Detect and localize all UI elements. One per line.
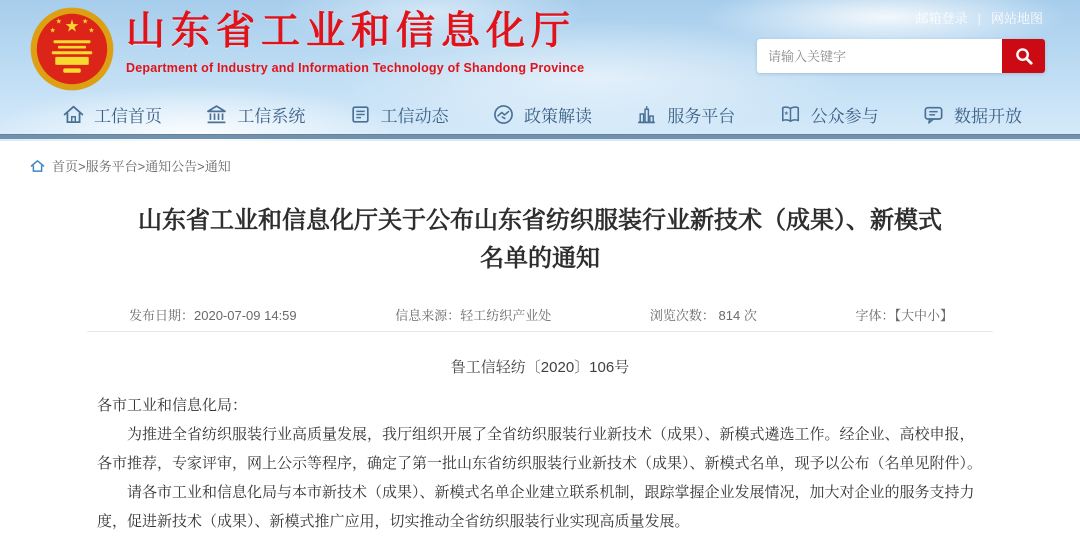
site-header xyxy=(0,0,1080,141)
nav-label: 服务平台 xyxy=(667,107,736,126)
svg-text:★: ★ xyxy=(783,111,789,118)
nav-item-data[interactable] xyxy=(922,102,1022,127)
header-top xyxy=(0,0,1080,93)
svg-text:★: ★ xyxy=(49,27,56,35)
nav-label: 工信首页 xyxy=(94,107,162,126)
header-right xyxy=(757,5,1045,93)
nav-item-policy[interactable] xyxy=(492,102,592,127)
svg-text:★: ★ xyxy=(64,16,80,36)
font-size-label: 字体： xyxy=(855,308,895,323)
news-icon xyxy=(349,103,372,126)
site-title: 山东省工业和信息化厅 xyxy=(126,10,577,53)
nav-divider-strip xyxy=(0,134,1080,139)
svg-text:★: ★ xyxy=(88,27,95,35)
chart-icon xyxy=(635,103,658,126)
link-separator: | xyxy=(977,11,981,26)
nav-item-home[interactable] xyxy=(62,102,162,127)
mail-login-link[interactable]: 邮箱登录 xyxy=(915,11,968,26)
article-meta-row xyxy=(87,298,993,332)
nav-item-participation[interactable] xyxy=(779,102,879,127)
article-title: 山东省工业和信息化厅关于公布山东省纺织服装行业新技术（成果）、新模式名单的通知 xyxy=(138,207,942,272)
font-size-control xyxy=(855,305,953,324)
view-count: 浏览次数： 814 次 xyxy=(649,308,757,323)
nav-label: 工信动态 xyxy=(380,107,449,126)
nav-item-news[interactable] xyxy=(349,102,449,127)
breadcrumb-trail[interactable]: 首页>服务平台>通知公告>通知 xyxy=(52,159,231,174)
nav-label: 数据开放 xyxy=(953,107,1022,126)
search-bar xyxy=(757,39,1045,73)
search-icon xyxy=(1014,46,1034,66)
bank-icon xyxy=(205,103,228,126)
font-size-buttons[interactable]: 【大中小】 xyxy=(894,308,953,323)
sitemap-link[interactable]: 网站地图 xyxy=(990,11,1043,26)
nav-label: 工信系统 xyxy=(237,107,306,126)
site-brand[interactable] xyxy=(28,5,584,93)
home-icon xyxy=(30,159,45,173)
svg-text:★: ★ xyxy=(82,18,89,26)
nav-label: 政策解读 xyxy=(523,107,592,126)
chat-icon xyxy=(922,103,945,126)
info-source: 信息来源：轻工纺织产业处 xyxy=(395,308,552,323)
national-emblem-logo xyxy=(28,5,116,93)
document-number: 鲁工信轻纺〔2020〕106号 xyxy=(450,359,630,376)
nav-label: 公众参与 xyxy=(810,107,879,126)
handshake-icon xyxy=(492,103,515,126)
svg-text:★: ★ xyxy=(55,18,62,26)
home-icon xyxy=(62,103,85,126)
paragraph: 为推进全省纺织服装行业高质量发展，我厅组织开展了全省纺织服装行业新技术（成果）、新模式遴选工作。经企业、高校申报，各市推荐，专家评审，网上公示等程序，确定了第一批山东省纺织服装行业新技术（成果）、新模式名单，现予以公布（名单见附件）。 xyxy=(97,426,983,472)
nav-item-service[interactable] xyxy=(635,102,735,127)
top-links xyxy=(757,8,1045,27)
article xyxy=(87,202,993,536)
salutation: 各市工业和信息化局： xyxy=(97,397,248,414)
main-nav xyxy=(0,93,1080,134)
publish-date: 发布日期：2020-07-09 14:59 xyxy=(129,308,297,323)
nav-item-system[interactable] xyxy=(205,102,305,127)
book-icon xyxy=(779,103,802,126)
brand-text xyxy=(126,5,584,75)
site-title-english: Department of Industry and Information Technology of Shandong Province xyxy=(126,60,585,75)
paragraph: 请各市工业和信息化局与本市新技术（成果）、新模式名单企业建立联系机制，跟踪掌握企业发展情况，加大对企业的服务支持力度，促进新技术（成果）、新模式推广应用，切实推动全省纺织服装行业实现高质量发展。 xyxy=(97,484,975,530)
breadcrumb xyxy=(0,141,1080,181)
search-input[interactable] xyxy=(757,39,1002,73)
article-body xyxy=(97,391,983,536)
search-button[interactable] xyxy=(1002,39,1045,73)
